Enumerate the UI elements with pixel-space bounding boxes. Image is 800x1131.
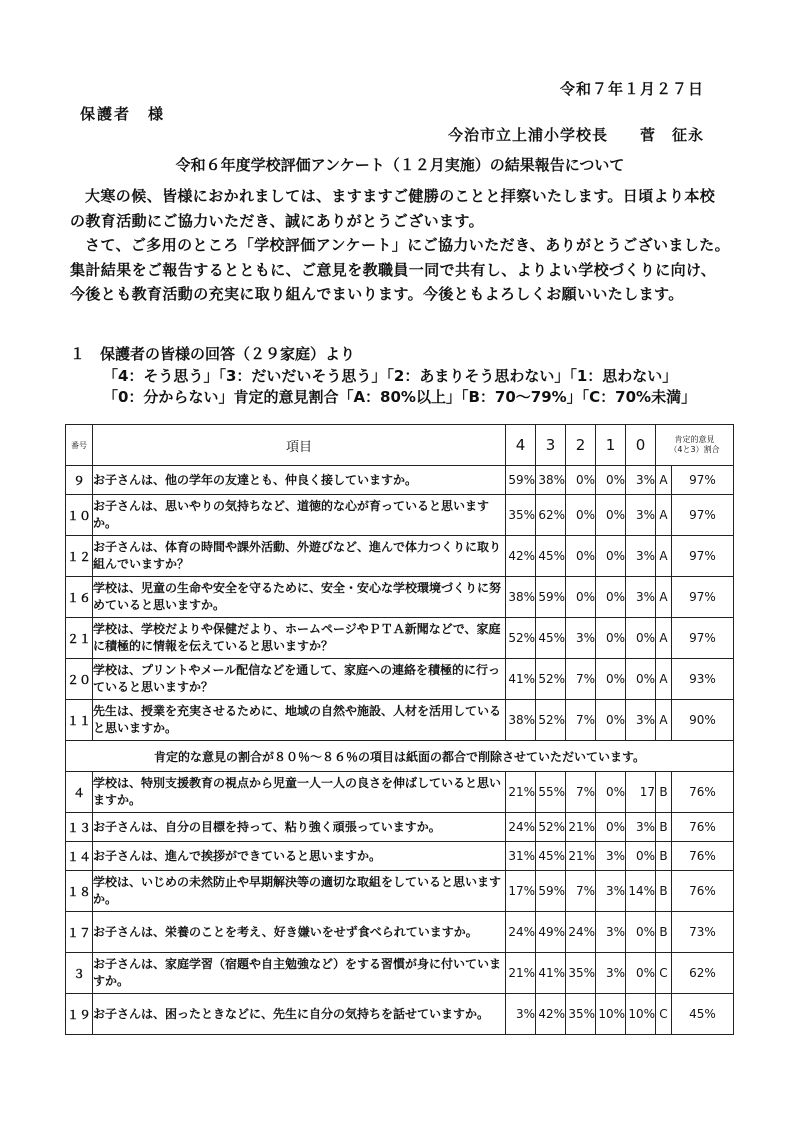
pct-1: 0%	[596, 536, 626, 577]
pct-1: 0%	[596, 772, 626, 813]
pct-3: 62%	[536, 495, 566, 536]
pct-3: 59%	[536, 577, 566, 618]
item-number: ２１	[66, 618, 93, 659]
report-paragraph: さて、ご多用のところ「学校評価アンケート」にご協力いただき、ありがとうございました。集計結果をご報告するとともに、ご意見を教職員一同で共有し、よりよい学校づくりに向け、今後とも教育活動の充実に取り組んでまいります。今後ともよろしくお願いいたします。	[70, 236, 731, 303]
item-number: ３	[66, 953, 93, 994]
grade: B	[656, 813, 672, 842]
item-text: 学校は、学校だよりや保健だより、ホームページやＰＴＡ新聞などで、家庭に積極的に情報を伝えていると思いますか？	[93, 618, 506, 659]
table-row	[66, 953, 734, 994]
pct-1: 3%	[596, 912, 626, 953]
grade: B	[656, 772, 672, 813]
pct-4: 52%	[506, 618, 536, 659]
pct-1: 3%	[596, 871, 626, 912]
pct-3: 45%	[536, 842, 566, 871]
pct-0: 3%	[626, 813, 656, 842]
table-row	[66, 871, 734, 912]
table-row	[66, 577, 734, 618]
grade: B	[656, 871, 672, 912]
pct-2: 0%	[566, 466, 596, 495]
pct-0: 0%	[626, 618, 656, 659]
note-section	[66, 741, 734, 772]
item-text: 学校は、プリントやメール配信などを通して、家庭への連絡を積極的に行っていると思いますか？	[93, 659, 506, 700]
header-ratio-line1: 肯定的意見	[674, 435, 715, 444]
pct-0: 0%	[626, 953, 656, 994]
pct-1: 0%	[596, 813, 626, 842]
pct-0: 10%	[626, 994, 656, 1035]
header-1: 1	[596, 425, 626, 466]
pct-0: 3%	[626, 700, 656, 741]
pct-0: 17	[626, 772, 656, 813]
positive-ratio: 62%	[672, 953, 734, 994]
pct-2: 35%	[566, 953, 596, 994]
table-row	[66, 842, 734, 871]
pct-3: 49%	[536, 912, 566, 953]
pct-4: 42%	[506, 536, 536, 577]
pct-2: 3%	[566, 618, 596, 659]
pct-0: 0%	[626, 842, 656, 871]
table-header-row	[66, 425, 734, 466]
item-text: 学校は、児童の生命や安全を守るために、安全・安心な学校環境づくりに努めていると思いますか。	[93, 577, 506, 618]
item-number: ９	[66, 466, 93, 495]
header-ratio-line2: （4と3）割合	[669, 445, 720, 454]
item-number: １９	[66, 994, 93, 1035]
header-positive-ratio	[656, 425, 734, 466]
grade: A	[656, 466, 672, 495]
positive-ratio: 97%	[672, 577, 734, 618]
pct-4: 3%	[506, 994, 536, 1035]
pct-4: 21%	[506, 772, 536, 813]
table-row	[66, 466, 734, 495]
item-text: お子さんは、栄養のことを考え、好き嫌いをせず食べられていますか。	[93, 912, 506, 953]
item-text: お子さんは、進んで挨拶ができていると思いますか。	[93, 842, 506, 871]
item-number: １８	[66, 871, 93, 912]
table-row	[66, 994, 734, 1035]
pct-2: 7%	[566, 772, 596, 813]
table-row	[66, 912, 734, 953]
pct-4: 24%	[506, 912, 536, 953]
note-row	[66, 741, 734, 772]
scale-legend-line2: 「0：分からない」肯定的意見割合「A：80%以上」「B：70～79%」「C：70%未満」	[103, 388, 697, 406]
header-2: 2	[566, 425, 596, 466]
header-4: 4	[506, 425, 536, 466]
item-number: １７	[66, 912, 93, 953]
document-title: 令和６年度学校評価アンケート（１２月実施）の結果報告について	[175, 156, 625, 174]
pct-0: 3%	[626, 536, 656, 577]
positive-ratio: 76%	[672, 813, 734, 842]
item-text: お子さんは、自分の目標を持って、粘り強く頑張っていますか。	[93, 813, 506, 842]
pct-4: 31%	[506, 842, 536, 871]
pct-1: 0%	[596, 466, 626, 495]
pct-2: 21%	[566, 813, 596, 842]
positive-ratio: 97%	[672, 536, 734, 577]
pct-2: 0%	[566, 577, 596, 618]
item-text: お子さんは、困ったときなどに、先生に自分の気持ちを話せていますか。	[93, 994, 506, 1035]
table-row	[66, 618, 734, 659]
item-number: １４	[66, 842, 93, 871]
grade: C	[656, 953, 672, 994]
item-text: お子さんは、体育の時間や課外活動、外遊びなど、進んで体力つくりに取り組んでいますか？	[93, 536, 506, 577]
pct-0: 3%	[626, 577, 656, 618]
item-text: お子さんは、他の学年の友達とも、仲良く接していますか。	[93, 466, 506, 495]
pct-3: 52%	[536, 700, 566, 741]
positive-ratio: 76%	[672, 871, 734, 912]
pct-3: 45%	[536, 618, 566, 659]
positive-ratio: 90%	[672, 700, 734, 741]
item-number: ２０	[66, 659, 93, 700]
deletion-note: 肯定的な意見の割合が８０％～８６％の項目は紙面の都合で削除させていただいています。	[66, 741, 734, 772]
greeting-paragraph: 大寒の候、皆様におかれましては、ますますご健勝のことと拝察いたします。日頃より本校の教育活動にご協力いただき、誠にありがとうございます。	[70, 187, 716, 230]
pct-2: 35%	[566, 994, 596, 1035]
positive-ratio: 93%	[672, 659, 734, 700]
positive-ratio: 97%	[672, 618, 734, 659]
grade: A	[656, 700, 672, 741]
pct-2: 7%	[566, 700, 596, 741]
grade: B	[656, 842, 672, 871]
pct-3: 38%	[536, 466, 566, 495]
pct-1: 0%	[596, 700, 626, 741]
pct-1: 10%	[596, 994, 626, 1035]
scale-legend-line1: 「4：そう思う」「3：だいだいそう思う」「2：あまりそう思わない」「1：思わない」	[103, 367, 678, 385]
table-row	[66, 772, 734, 813]
positive-ratio: 97%	[672, 495, 734, 536]
positive-ratio: 73%	[672, 912, 734, 953]
pct-4: 24%	[506, 813, 536, 842]
grade: A	[656, 495, 672, 536]
pct-1: 3%	[596, 953, 626, 994]
grade: C	[656, 994, 672, 1035]
pct-3: 52%	[536, 659, 566, 700]
header-0: 0	[626, 425, 656, 466]
pct-4: 17%	[506, 871, 536, 912]
positive-ratio: 76%	[672, 842, 734, 871]
table-row	[66, 813, 734, 842]
rows-grade-a	[66, 466, 734, 741]
pct-0: 14%	[626, 871, 656, 912]
pct-0: 0%	[626, 659, 656, 700]
table-row	[66, 536, 734, 577]
pct-0: 0%	[626, 912, 656, 953]
pct-2: 7%	[566, 871, 596, 912]
item-text: お子さんは、思いやりの気持ちなど、道徳的な心が育っていると思いますか。	[93, 495, 506, 536]
pct-3: 52%	[536, 813, 566, 842]
positive-ratio: 76%	[672, 772, 734, 813]
pct-1: 0%	[596, 659, 626, 700]
table-row	[66, 700, 734, 741]
grade: B	[656, 912, 672, 953]
pct-4: 41%	[506, 659, 536, 700]
pct-1: 0%	[596, 495, 626, 536]
item-text: 先生は、授業を充実させるために、地域の自然や施設、人材を活用していると思いますか。	[93, 700, 506, 741]
pct-2: 7%	[566, 659, 596, 700]
pct-2: 21%	[566, 842, 596, 871]
item-number: １１	[66, 700, 93, 741]
table-row	[66, 495, 734, 536]
pct-1: 3%	[596, 842, 626, 871]
survey-results-table	[65, 424, 734, 1035]
header-item: 項目	[93, 425, 506, 466]
pct-4: 35%	[506, 495, 536, 536]
document-date: 令和７年１月２７日	[559, 80, 704, 98]
header-number: 番号	[66, 425, 93, 466]
sender: 今治市立上浦小学校長 菅 征永	[447, 126, 704, 144]
pct-4: 59%	[506, 466, 536, 495]
rows-grade-bc	[66, 772, 734, 1035]
pct-4: 21%	[506, 953, 536, 994]
table-row	[66, 659, 734, 700]
pct-0: 3%	[626, 495, 656, 536]
grade: A	[656, 618, 672, 659]
pct-3: 59%	[536, 871, 566, 912]
grade: A	[656, 536, 672, 577]
item-text: 学校は、特別支援教育の視点から児童一人一人の良さを伸ばしていると思いますか。	[93, 772, 506, 813]
item-text: 学校は、いじめの未然防止や早期解決等の適切な取組をしていると思いますか。	[93, 871, 506, 912]
addressee: 保護者 様	[80, 105, 166, 123]
pct-2: 0%	[566, 536, 596, 577]
pct-3: 45%	[536, 536, 566, 577]
grade: A	[656, 577, 672, 618]
positive-ratio: 45%	[672, 994, 734, 1035]
pct-2: 24%	[566, 912, 596, 953]
pct-1: 0%	[596, 577, 626, 618]
positive-ratio: 97%	[672, 466, 734, 495]
pct-4: 38%	[506, 577, 536, 618]
item-text: お子さんは、家庭学習（宿題や自主勉強など）をする習慣が身に付いていますか。	[93, 953, 506, 994]
pct-0: 3%	[626, 466, 656, 495]
pct-3: 55%	[536, 772, 566, 813]
pct-2: 0%	[566, 495, 596, 536]
item-number: １２	[66, 536, 93, 577]
item-number: ４	[66, 772, 93, 813]
item-number: １３	[66, 813, 93, 842]
header-3: 3	[536, 425, 566, 466]
item-number: １６	[66, 577, 93, 618]
grade: A	[656, 659, 672, 700]
pct-4: 38%	[506, 700, 536, 741]
pct-1: 0%	[596, 618, 626, 659]
pct-3: 41%	[536, 953, 566, 994]
item-number: １０	[66, 495, 93, 536]
section-heading: １ 保護者の皆様の回答（２９家庭）より	[70, 345, 356, 363]
pct-3: 42%	[536, 994, 566, 1035]
